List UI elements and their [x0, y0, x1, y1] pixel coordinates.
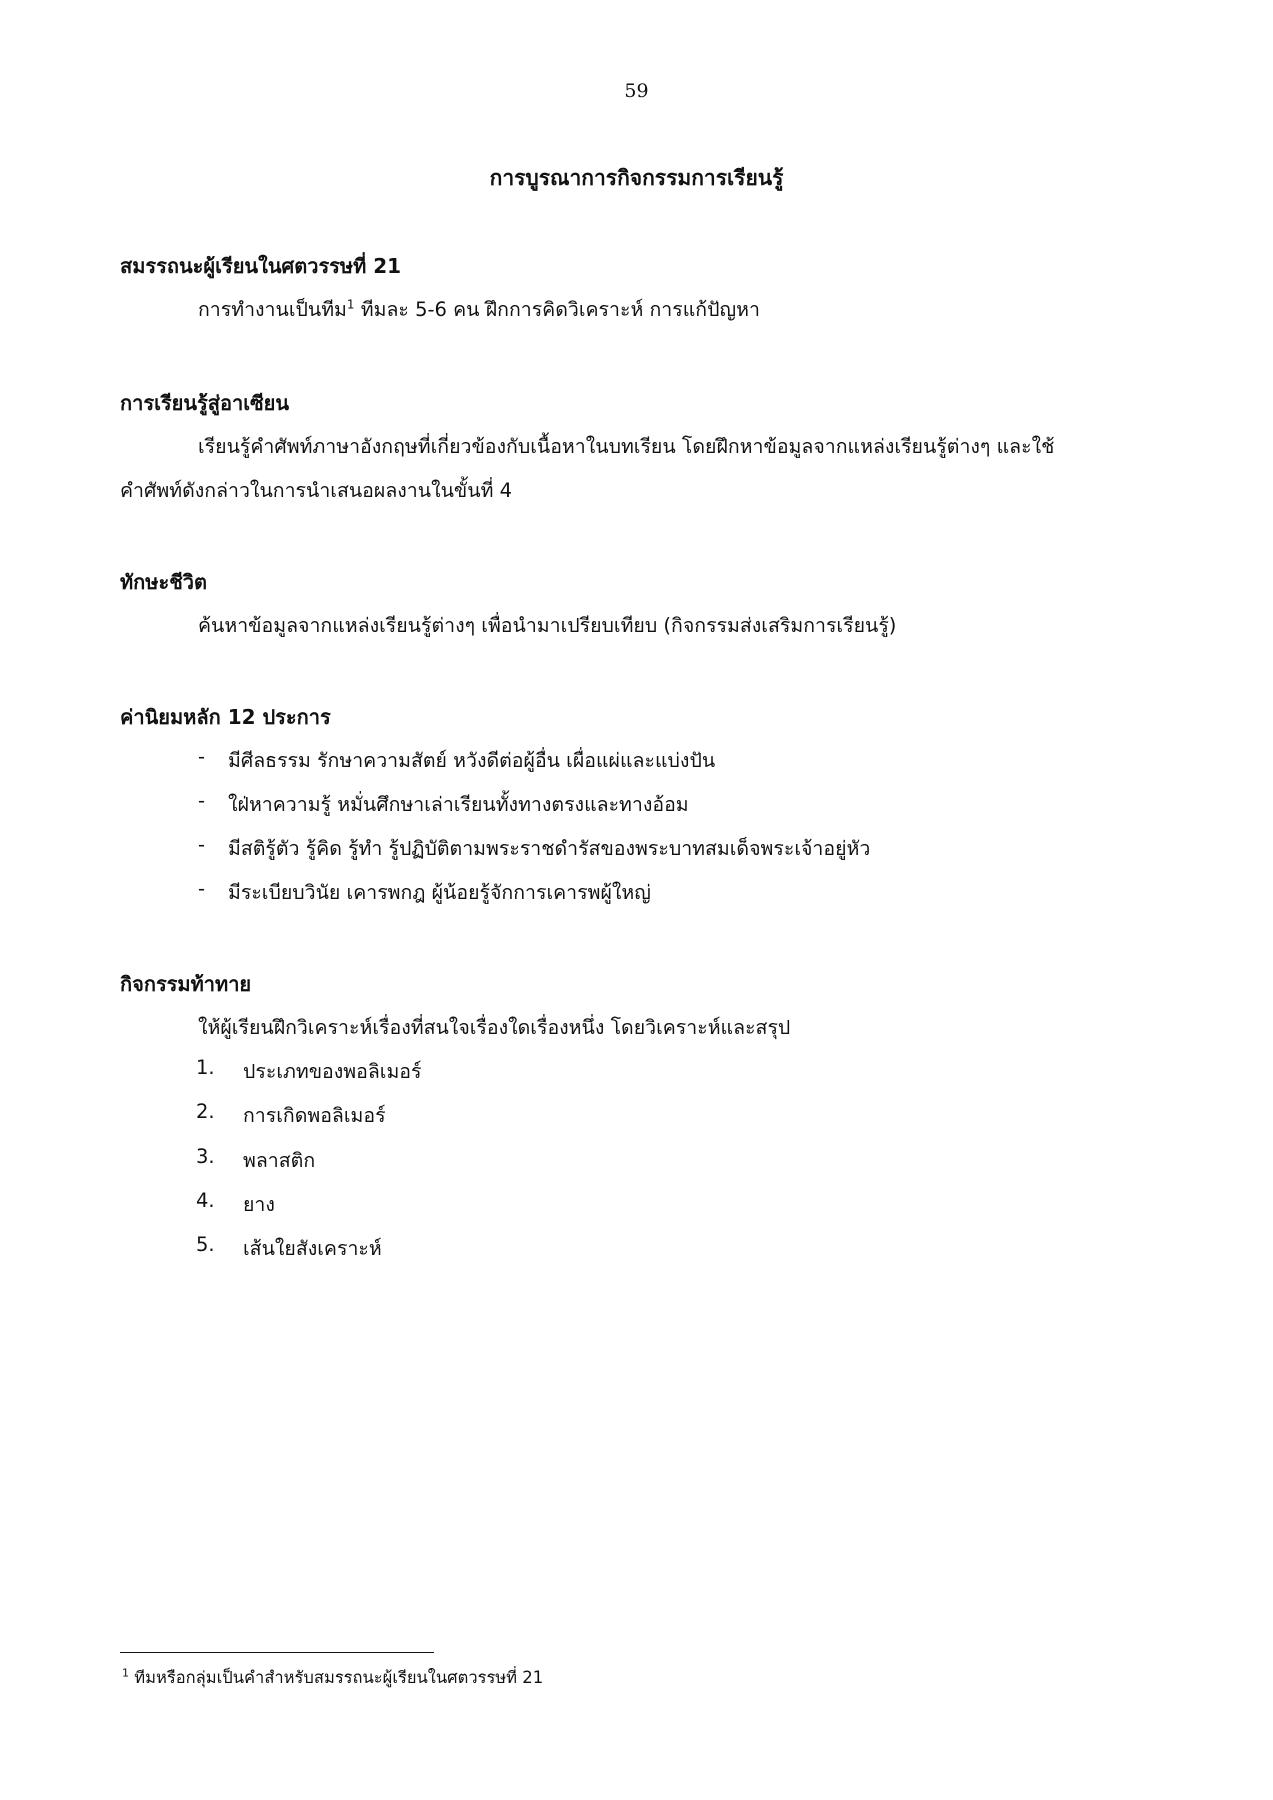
values-item: ใฝ่หาความรู้ หมั่นศึกษาเล่าเรียนทั้งทางตรงและทางอ้อม — [228, 793, 689, 816]
challenge-item-number: 4. — [196, 1189, 215, 1212]
life-skills-text: ค้นหาข้อมูลจากแหล่งเรียนรู้ต่างๆ เพื่อนำมาเปรียบเทียบ (กิจกรรมส่งเสริมการเรียนรู้) — [198, 614, 897, 637]
footnote — [122, 1665, 543, 1691]
challenge-item-number: 5. — [196, 1233, 215, 1256]
challenge-item-number: 2. — [196, 1100, 215, 1123]
footnote-separator — [120, 1652, 434, 1653]
competency-text-after: ทีมละ 5-6 คน ฝึกการคิดวิเคราะห์ การแก้ปัญหา — [354, 298, 760, 321]
life-skills-heading: ทักษะชีวิต — [120, 570, 208, 594]
challenge-intro: ให้ผู้เรียนฝึกวิเคราะห์เรื่องที่สนใจเรื่องใดเรื่องหนึ่ง โดยวิเคราะห์และสรุป — [198, 1016, 791, 1039]
values-item: มีระเบียบวินัย เคารพกฎ ผู้น้อยรู้จักการเคารพผู้ใหญ่ — [228, 881, 651, 904]
competency-text — [198, 294, 760, 325]
challenge-item-text: พลาสติก — [243, 1149, 316, 1172]
values-bullet: - — [198, 789, 206, 812]
challenge-item-text: เส้นใยสังเคราะห์ — [243, 1237, 382, 1260]
values-item: มีศีลธรรม รักษาความสัตย์ หวังดีต่อผู้อื่น เผื่อแผ่และแบ่งปัน — [228, 749, 716, 772]
challenge-item-number: 1. — [196, 1056, 215, 1079]
asean-text-line1: เรียนรู้คำศัพท์ภาษาอังกฤษที่เกี่ยวข้องกับเนื้อหาในบทเรียน โดยฝึกหาข้อมูลจากแหล่งเรียนรู้ต่างๆ และใช้ — [198, 435, 1055, 458]
challenge-item-text: ยาง — [243, 1193, 275, 1216]
values-bullet: - — [198, 745, 206, 768]
footnote-number: 1 — [122, 1666, 129, 1680]
challenge-heading: กิจกรรมท้าทาย — [120, 972, 252, 996]
values-bullet: - — [198, 833, 206, 856]
footnote-text: ทีมหรือกลุ่มเป็นคำสำหรับสมรรถนะผู้เรียนในศตวรรษที่ 21 — [129, 1668, 544, 1687]
page-title: การบูรณาการกิจกรรมการเรียนรู้ — [489, 166, 784, 190]
asean-text-line2: คำศัพท์ดังกล่าวในการนำเสนอผลงานในขั้นที่ 4 — [120, 479, 513, 502]
challenge-item-text: ประเภทของพอลิเมอร์ — [243, 1060, 422, 1083]
asean-heading: การเรียนรู้สู่อาเซียน — [120, 391, 290, 415]
competency-heading: สมรรถนะผู้เรียนในศตวรรษที่ 21 — [120, 254, 402, 278]
values-heading: ค่านิยมหลัก 12 ประการ — [120, 705, 331, 729]
competency-text-before: การทำงานเป็นทีม — [198, 298, 347, 321]
challenge-item-text: การเกิดพอลิเมอร์ — [243, 1104, 386, 1127]
values-bullet: - — [198, 877, 206, 900]
challenge-item-number: 3. — [196, 1145, 215, 1168]
page-number: 59 — [624, 80, 649, 102]
values-item: มีสติรู้ตัว รู้คิด รู้ทำ รู้ปฏิบัติตามพระราชดำรัสของพระบาทสมเด็จพระเจ้าอยู่หัว — [228, 837, 871, 860]
footnote-ref-marker: 1 — [346, 297, 355, 312]
